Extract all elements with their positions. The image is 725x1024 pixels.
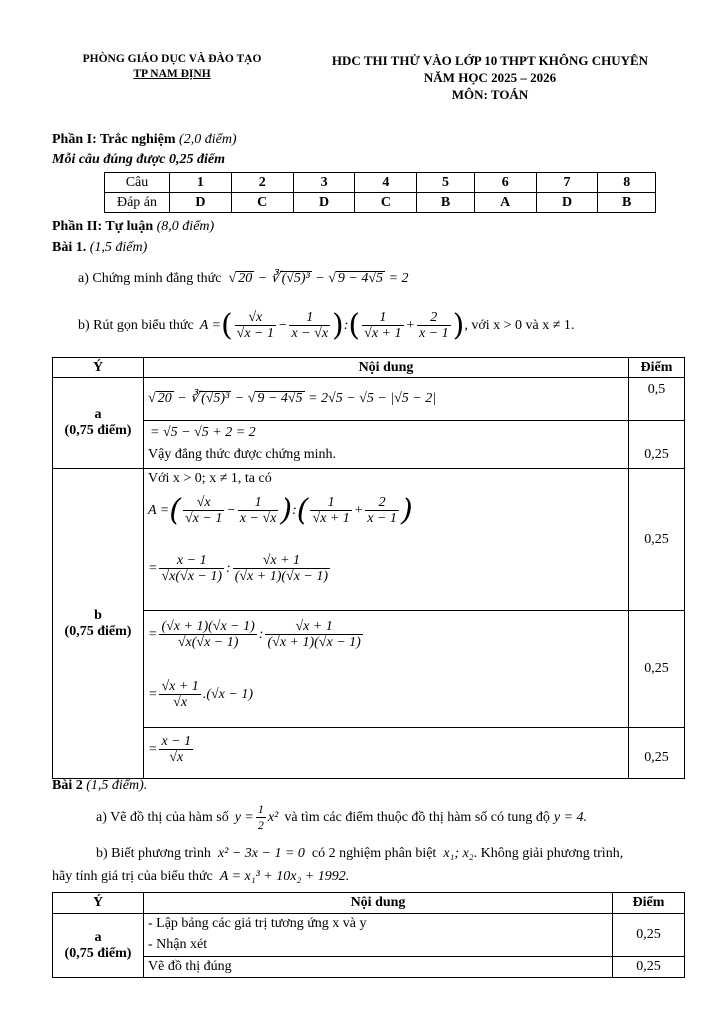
bai2-a-score1 [613, 914, 685, 957]
bai1-table-header [53, 358, 685, 378]
bai1-row-a [53, 378, 685, 421]
score-value: 0,25 [636, 959, 661, 974]
row-label: a [94, 407, 102, 422]
part1-heading [52, 132, 237, 148]
bai2-a-item: - Lập bảng các giá trị tương ứng x và y [148, 916, 367, 931]
bai1-b-condition: , với x > 0 và x ≠ 1. [464, 317, 575, 333]
part2-points: (8,0 điểm) [156, 219, 215, 234]
bai1-a-conclusion: Vậy đẳng thức được chứng minh. [148, 447, 337, 463]
score-value: 0,25 [636, 927, 661, 942]
answer-letter: A [474, 193, 536, 213]
bai1-points: (1,5 điểm) [89, 240, 148, 255]
department-header [52, 52, 292, 82]
answer-table-question-row [105, 173, 656, 193]
answer-letter: B [598, 193, 656, 213]
bai2-a-statement: a) Vẽ đồ thị của hàm số y = $\frac{1}{2}$ x² và tìm các điểm thuộc đồ thị hàm số có tung độ y = 4. [96, 802, 588, 832]
bai2-b-statement-2: hãy tính giá trị của biểu thức A = x₁³ + 10x₂ + 1992. [52, 869, 350, 884]
bai1-heading [52, 240, 147, 256]
bai2-row-a-label [53, 914, 144, 978]
bai1-a-score2 [629, 421, 685, 469]
question-number: 1 [170, 173, 232, 193]
row-label: b [94, 607, 102, 623]
bai2-a-text: y = 4. [553, 809, 588, 825]
bai2-a-item: - Nhận xét [148, 937, 208, 952]
question-number: 3 [293, 173, 355, 193]
bai2-title: Bài 2 [52, 778, 83, 793]
department-name: PHÒNG GIÁO DỤC VÀ ĐÀO TẠO [82, 53, 262, 65]
question-label: Câu [105, 173, 170, 193]
bai2-b-text: có 2 nghiệm phân biệt [311, 846, 437, 861]
part1-heading-text: Phần I: Trắc nghiệm [52, 132, 176, 147]
col-content: Nội dung [144, 893, 613, 914]
bai2-a-step2 [144, 957, 613, 978]
question-number: 7 [536, 173, 598, 193]
row-points: (0,75 điểm) [64, 623, 132, 639]
bai2-row-a [53, 914, 685, 957]
bai2-table-header [53, 893, 685, 914]
department-city: TP NAM ĐỊNH [133, 68, 211, 80]
answer-letter: D [536, 193, 598, 213]
answer-letter: B [417, 193, 474, 213]
col-y: Ý [53, 358, 144, 378]
bai1-a-prefix: a) Chứng minh đẳng thức [78, 271, 222, 286]
bai1-row-b-label [53, 469, 144, 779]
bai2-solution-table [52, 892, 685, 978]
question-number: 4 [355, 173, 417, 193]
bai1-b-intro: Với x > 0; x ≠ 1, ta có [148, 471, 272, 486]
exam-title [295, 52, 685, 103]
col-score: Điểm [629, 358, 685, 378]
bai1-row-b [53, 469, 685, 611]
bai1-row-a-label [53, 378, 144, 469]
bai1-b-score3 [629, 728, 685, 779]
bai1-b-score1 [629, 469, 685, 611]
col-y: Ý [53, 893, 144, 914]
answer-letter: C [231, 193, 293, 213]
answer-table [104, 172, 656, 213]
bai1-row-b-2 [53, 611, 685, 728]
col-content: Nội dung [144, 358, 629, 378]
exam-title-line2: NĂM HỌC 2025 – 2026 [423, 70, 557, 85]
score-value: 0,5 [647, 382, 666, 397]
bai1-title: Bài 1. [52, 240, 87, 255]
bai1-b-prefix: b) Rút gọn biểu thức [78, 317, 194, 333]
exam-title-line1: HDC THI THỬ VÀO LỚP 10 THPT KHÔNG CHUYÊN [331, 53, 649, 68]
bai2-b-text: b) Biết phương trình [96, 846, 211, 861]
bai2-points: (1,5 điểm). [86, 778, 148, 793]
score-value: 0,25 [644, 447, 669, 463]
bai1-b-step2: = $\frac{(√x + 1)(√x - 1)}{√x(√x - 1)}$ : $\frac{√x + 1}{(√x + 1)(√x - 1)}$ = $\frac{√x + 1}{√x}$ .(√x − 1) [144, 611, 629, 728]
answer-label: Đáp án [105, 193, 170, 213]
bai2-a-item: Vẽ đồ thị đúng [148, 959, 232, 974]
bai1-b-step1: Với x > 0; x ≠ 1, ta có A = ( $\frac{√x}{√x - 1}$ − $\frac{1}{x - √x}$ ) : ( $\frac{1}{√x + 1}$ + $\frac{2}{x - 1}$ ) = $\frac{x - 1}{√x(√x - 1)}$ : $\frac{√x + 1}{(√x + 1)(√x - 1)}$ [144, 469, 629, 611]
answer-letter: C [355, 193, 417, 213]
answer-letter: D [170, 193, 232, 213]
answer-table-answer-row [105, 193, 656, 213]
bai1-b-statement: b) Rút gọn biểu thức A = ( $\frac{√x}{√x - 1}$ − $\frac{1}{x - √x}$ ) : ( $\frac{1}{√x + 1}$ + $\frac{2}{x - 1}$ ) , với x > 0 và x ≠ 1. [78, 308, 575, 343]
question-number: 5 [417, 173, 474, 193]
bai2-row-a-2 [53, 957, 685, 978]
bai1-b-step3: = $\frac{x - 1}{√x}$ [144, 728, 629, 779]
part1-subheading: Mỗi câu đúng được 0,25 điểm [52, 152, 226, 167]
question-number: 6 [474, 173, 536, 193]
row-points: (0,75 điểm) [64, 945, 132, 961]
bai1-a-step2: = √5 − √5 + 2 = 2 Vậy đẳng thức được chứng minh. [144, 421, 629, 469]
col-score: Điểm [613, 893, 685, 914]
score-value: 0,25 [644, 750, 669, 765]
bai2-a-score2 [613, 957, 685, 978]
part2-heading [52, 219, 214, 235]
bai2-b-statement: b) Biết phương trình x² − 3x − 1 = 0 có 2 nghiệm phân biệt x₁; x₂. Không giải phương trình, [96, 846, 624, 861]
question-number: 8 [598, 173, 656, 193]
question-number: 2 [231, 173, 293, 193]
bai2-b-text: . Không giải phương trình, [473, 846, 624, 861]
score-value: 0,25 [644, 531, 669, 547]
score-value: 0,25 [644, 661, 669, 676]
bai1-row-b-3 [53, 728, 685, 779]
bai2-heading [52, 778, 147, 794]
bai1-b-score2 [629, 611, 685, 728]
bai1-solution-table [52, 357, 685, 779]
bai1-a-statement [78, 270, 409, 287]
row-points: (0,75 điểm) [64, 423, 132, 438]
bai2-a-text: và tìm các điểm thuộc đồ thị hàm số có tung độ [284, 809, 550, 825]
part1-points: (2,0 điểm) [179, 132, 237, 147]
row-label: a [94, 929, 102, 945]
bai1-a-step1: √ 20 − ∛ (√5)³ − √ 9 − 4√5 = 2√5 − √5 − |√5 − 2| [144, 378, 629, 421]
bai2-b-text: hãy tính giá trị của biểu thức [52, 869, 213, 884]
bai1-a-score1 [629, 378, 685, 421]
bai1-row-a-2 [53, 421, 685, 469]
bai2-a-step1 [144, 914, 613, 957]
answer-letter: D [293, 193, 355, 213]
bai2-a-text: a) Vẽ đồ thị của hàm số [96, 809, 229, 825]
bai1-a-formula: √ 20 − ∛ (√5)³ − √ 9 − 4√5 = 2 [225, 271, 409, 286]
part2-heading-text: Phần II: Tự luận [52, 219, 154, 234]
exam-title-line3: MÔN: TOÁN [451, 87, 529, 102]
